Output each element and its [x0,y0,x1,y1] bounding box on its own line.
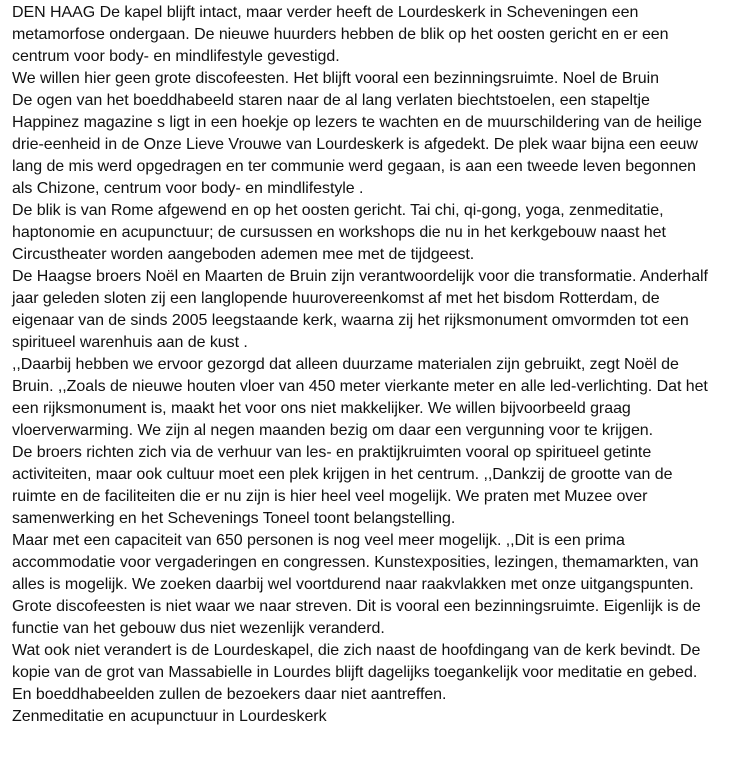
text-line: drie-eenheid in de Onze Lieve Vrouwe van Lourdeskerk is afgedekt. De plek waar bijna een eeuw [12,136,698,153]
text-line: De Haagse broers Noël en Maarten de Bruin zijn verantwoordelijk voor die transformatie. Anderhalf [12,268,708,285]
text-line: Maar met een capaciteit van 650 personen is nog veel meer mogelijk. ,,Dit is een prima [12,532,625,549]
text-line: samenwerking en het Schevenings Toneel toont belangstelling. [12,510,456,527]
text-line: ,,Daarbij hebben we ervoor gezorgd dat alleen duurzame materialen zijn gebruikt, zegt Noël de [12,356,679,373]
text-line: Bruin. ,,Zoals de nieuwe houten vloer van 450 meter vierkante meter en alle led-verlichting. Dat het [12,378,708,395]
text-line: activiteiten, maar ook cultuur moet een plek krijgen in het centrum. ,,Dankzij de grootte van de [12,466,673,483]
text-line: ruimte en de faciliteiten die er nu zijn is hier heel veel mogelijk. We praten met Muzee over [12,488,648,505]
text-line: een rijksmonument is, maakt het voor ons niet makkelijker. We willen bijvoorbeeld graag [12,400,631,417]
quote-line: We willen hier geen grote discofeesten. Het blijft vooral een bezinningsruimte. Noel de Bruin [12,70,659,87]
text-line: De broers richten zich via de verhuur van les- en praktijkruimten vooral op spiritueel getinte [12,444,652,461]
text-line: accommodatie voor vergaderingen en congressen. Kunstexposities, lezingen, themamarkten, van [12,554,699,571]
text-line: centrum voor body- en mindlifestyle gevestigd. [12,48,340,65]
text-line: Wat ook niet verandert is de Lourdeskapel, die zich naast de hoofdingang van de kerk bevindt. De [12,642,701,659]
text-line: als Chizone, centrum voor body- en mindlifestyle . [12,180,364,197]
text-line: kopie van de grot van Massabielle in Lourdes blijft dagelijks toegankelijk voor meditatie en gebed. [12,664,698,681]
text-line: eigenaar van de sinds 2005 leegstaande kerk, waarna zij het rijksmonument omvormden tot een [12,312,689,329]
text-line: alles is mogelijk. We zoeken daarbij wel voortdurend naar raakvlakken met onze uitgangspunten. [12,576,694,593]
text-line: vloerverwarming. We zijn al negen maanden bezig om daar een vergunning voor te krijgen. [12,422,654,439]
text-line: Grote discofeesten is niet waar we naar streven. Dit is vooral een bezinningsruimte. Eigenlijk is de [12,598,701,615]
article-title-line: Zenmeditatie en acupunctuur in Lourdeskerk [12,708,327,725]
text-line: Circustheater worden aangeboden ademen mee met de tijdgeest. [12,246,475,263]
text-line: jaar geleden sloten zij een langlopende huurovereenkomst af met het bisdom Rotterdam, de [12,290,660,307]
text-line: haptonomie en acupunctuur; de cursussen en workshops die nu in het kerkgebouw naast het [12,224,666,241]
text-line: De ogen van het boeddhabeeld staren naar de al lang verlaten biechtstoelen, een stapeltje [12,92,650,109]
text-line: spiritueel warenhuis aan de kust . [12,334,248,351]
text-line: metamorfose ondergaan. De nieuwe huurders hebben de blik op het oosten gericht en er een [12,26,669,43]
text-line: Happinez magazine s ligt in een hoekje op lezers te wachten en de muurschildering van de heilige [12,114,702,131]
text-line: De blik is van Rome afgewend en op het oosten gericht. Tai chi, qi-gong, yoga, zenmeditatie, [12,202,664,219]
text-line: En boeddhabeelden zullen de bezoekers daar niet aantreffen. [12,686,447,703]
text-line: functie van het gebouw dus niet wezenlijk veranderd. [12,620,385,637]
text-line: DEN HAAG De kapel blijft intact, maar verder heeft de Lourdeskerk in Scheveningen een [12,4,639,21]
text-line: lang de mis werd opgedragen en ter communie werd gegaan, is aan een tweede leven begonnen [12,158,697,175]
